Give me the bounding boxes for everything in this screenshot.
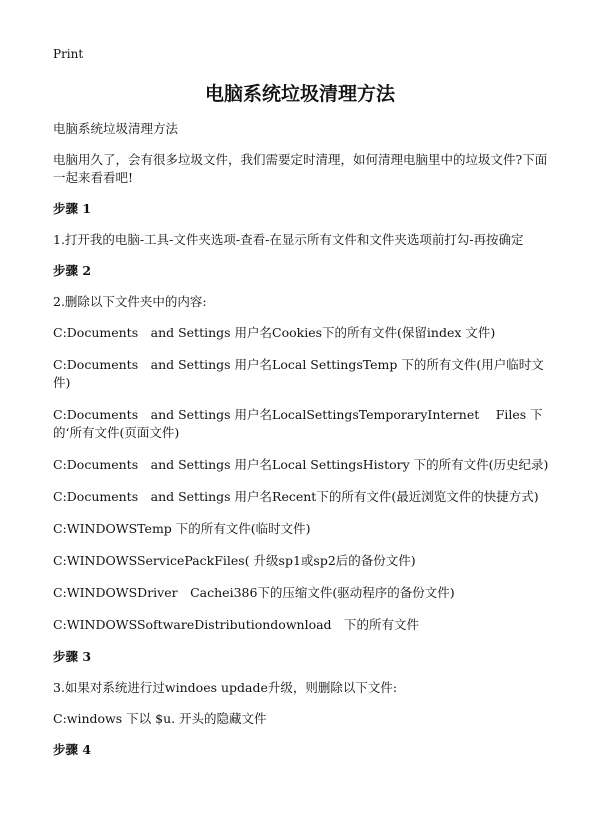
step-2-text: 2.删除以下文件夹中的内容: [53, 294, 207, 309]
step-2-item: C:Documents and Settings 用户名Local SettingsTemp 下的所有文件(用户临时文件) [53, 357, 544, 390]
document-subtitle: 电脑系统垃圾清理方法 [53, 121, 179, 136]
intro-paragraph: 电脑用久了，会有很多垃圾文件，我们需要定时清理，如何清理电脑里中的垃圾文件?下面一起来看看吧! [53, 152, 548, 185]
step-2-item: C:Documents and Settings 用户名Local SettingsHistory 下的所有文件(历史纪录) [53, 457, 549, 472]
step-2-item: C:WINDOWSServicePackFiles( 升级sp1或sp2后的备份文件) [53, 553, 416, 568]
step-4-heading: 步骤 4 [53, 742, 92, 757]
step-2-item: C:WINDOWSTemp 下的所有文件(临时文件) [53, 521, 311, 536]
step-3-item: C:windows 下以 $u. 开头的隐藏文件 [53, 711, 267, 726]
step-2-item: C:Documents and Settings 用户名Cookies下的所有文件(保留index 文件) [53, 325, 496, 340]
step-3-text: 3.如果对系统进行过windoes updade升级，则删除以下文件: [53, 680, 398, 695]
step-1-heading: 步骤 1 [53, 201, 92, 216]
step-2-item: C:WINDOWSDriver Cachei386下的压缩文件(驱动程序的备份文件) [53, 585, 455, 600]
step-2-item: C:Documents and Settings 用户名Recent下的所有文件(最近浏览文件的快捷方式) [53, 489, 539, 504]
step-1-text: 1.打开我的电脑-工具-文件夹选项-查看-在显示所有文件和文件夹选项前打勾-再按确定 [53, 232, 524, 247]
print-label: Print [53, 47, 84, 61]
step-2-item: C:WINDOWSSoftwareDistributiondownload 下的所有文件 [53, 617, 420, 632]
document-body [53, 120, 553, 772]
step-2-item: C:Documents and Settings 用户名LocalSettingsTemporaryInternet Files 下的‘所有文件(页面文件) [53, 407, 543, 440]
page-title: 电脑系统垃圾清理方法 [204, 83, 395, 105]
step-3-heading: 步骤 3 [53, 649, 92, 664]
step-2-heading: 步骤 2 [53, 263, 92, 278]
